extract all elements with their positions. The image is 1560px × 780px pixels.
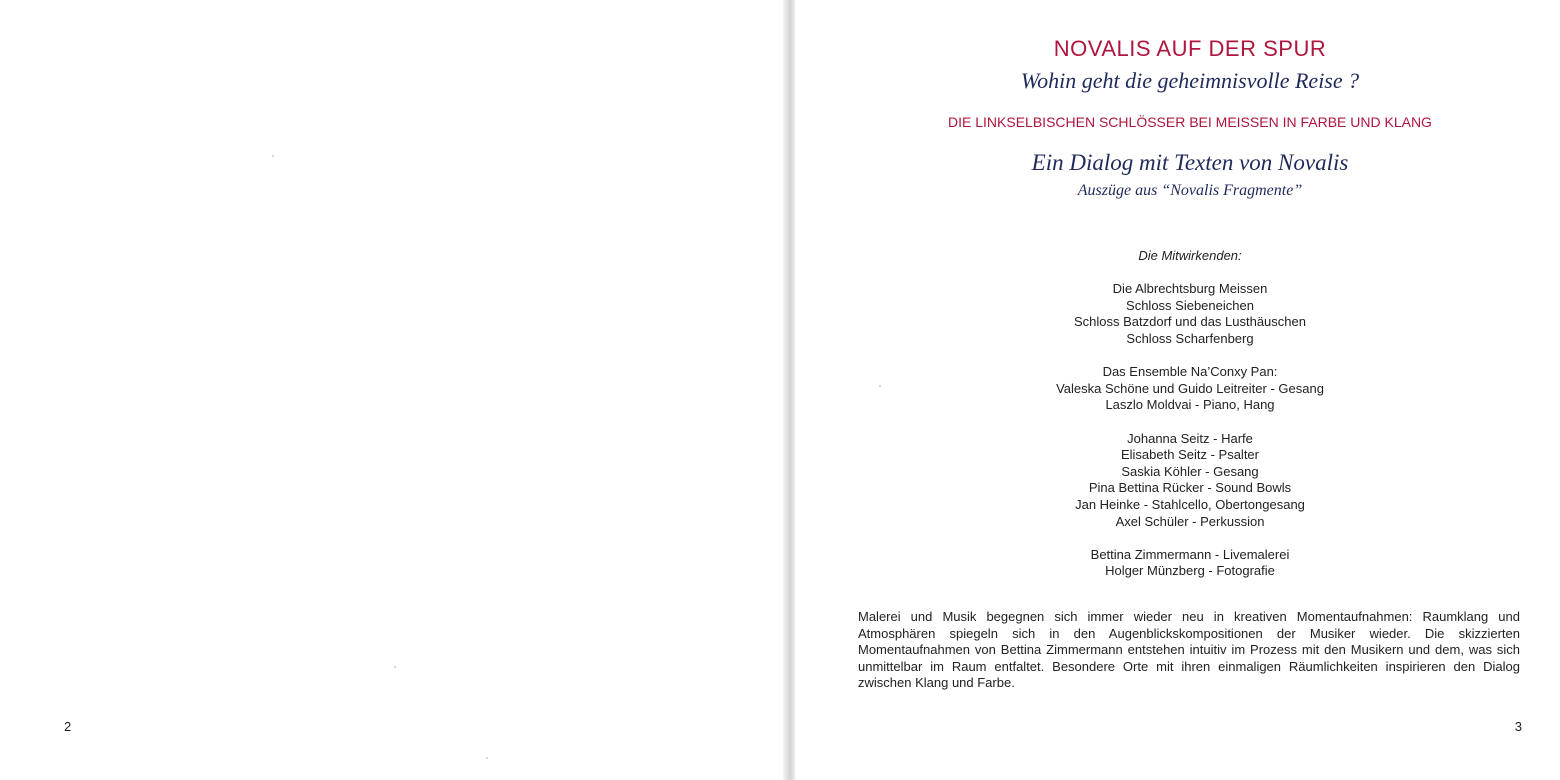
region-heading: DIE LINKSELBISCHEN SCHLÖSSER BEI MEISSEN IN FARBE UND KLANG — [948, 114, 1432, 130]
page-title: NOVALIS AUF DER SPUR — [1053, 36, 1327, 61]
dialog-subtitle: Auszüge aus “Novalis Fragmente” — [1077, 182, 1303, 199]
credits-block — [795, 248, 1560, 596]
artists-list — [795, 547, 1560, 580]
ensemble-list — [795, 364, 1560, 414]
artist-item: Holger Münzberg - Fotografie — [1105, 563, 1275, 579]
page-number-left: 2 — [64, 719, 72, 734]
page-subtitle: Wohin geht die geheimnisvolle Reise ? — [1020, 68, 1360, 93]
ensemble-item: Valeska Schöne und Guido Leitreiter - Gesang — [1056, 380, 1324, 396]
page-number-right: 3 — [1514, 719, 1522, 734]
paper-speck — [879, 385, 881, 387]
right-page — [795, 0, 1560, 780]
musician-item: Johanna Seitz - Harfe — [1127, 430, 1253, 446]
musicians-list — [795, 431, 1560, 531]
body-paragraph: Malerei und Musik begegnen sich immer wieder neu in kreativen Momentaufnahmen: Raumklang und Atmosphären spiegeln sich in den Augenblickskompositionen der Musiker wieder. Die skizzierten Momentaufnahmen von Bettina Zimmermann entstehen intuitiv im Prozess mit den Musikern und dem, was sich unmittelbar im Raum entfaltet. Besondere Orte mit ihren einmaligen Räumlichkeiten inspirieren den Dialog zwischen Klang und Farbe. — [858, 609, 1520, 690]
locations-list — [795, 281, 1560, 347]
location-item: Die Albrechtsburg Meissen — [1112, 281, 1268, 297]
musician-item: Elisabeth Seitz - Psalter — [1120, 447, 1259, 463]
location-item: Schloss Batzdorf und das Lusthäuschen — [1074, 314, 1306, 330]
ensemble-item: Laszlo Moldvai - Piano, Hang — [1105, 397, 1275, 413]
musician-item: Axel Schüler - Perkussion — [1115, 513, 1265, 529]
book-gutter — [783, 0, 795, 780]
dialog-title: Ein Dialog mit Texten von Novalis — [1031, 150, 1349, 175]
artist-item: Bettina Zimmermann - Livemalerei — [1090, 546, 1290, 562]
location-item: Schloss Scharfenberg — [1126, 330, 1254, 346]
musician-item: Jan Heinke - Stahlcello, Obertongesang — [1075, 496, 1305, 512]
paper-speck — [272, 155, 274, 157]
paper-speck — [486, 757, 488, 759]
paper-speck — [394, 666, 396, 668]
ensemble-item: Das Ensemble Na’Conxy Pan: — [1102, 364, 1278, 380]
musician-item: Pina Bettina Rücker - Sound Bowls — [1088, 480, 1292, 496]
musician-item: Saskia Köhler - Gesang — [1121, 463, 1259, 479]
location-item: Schloss Siebeneichen — [1126, 297, 1254, 313]
credits-heading: Die Mitwirkenden: — [1138, 248, 1242, 263]
